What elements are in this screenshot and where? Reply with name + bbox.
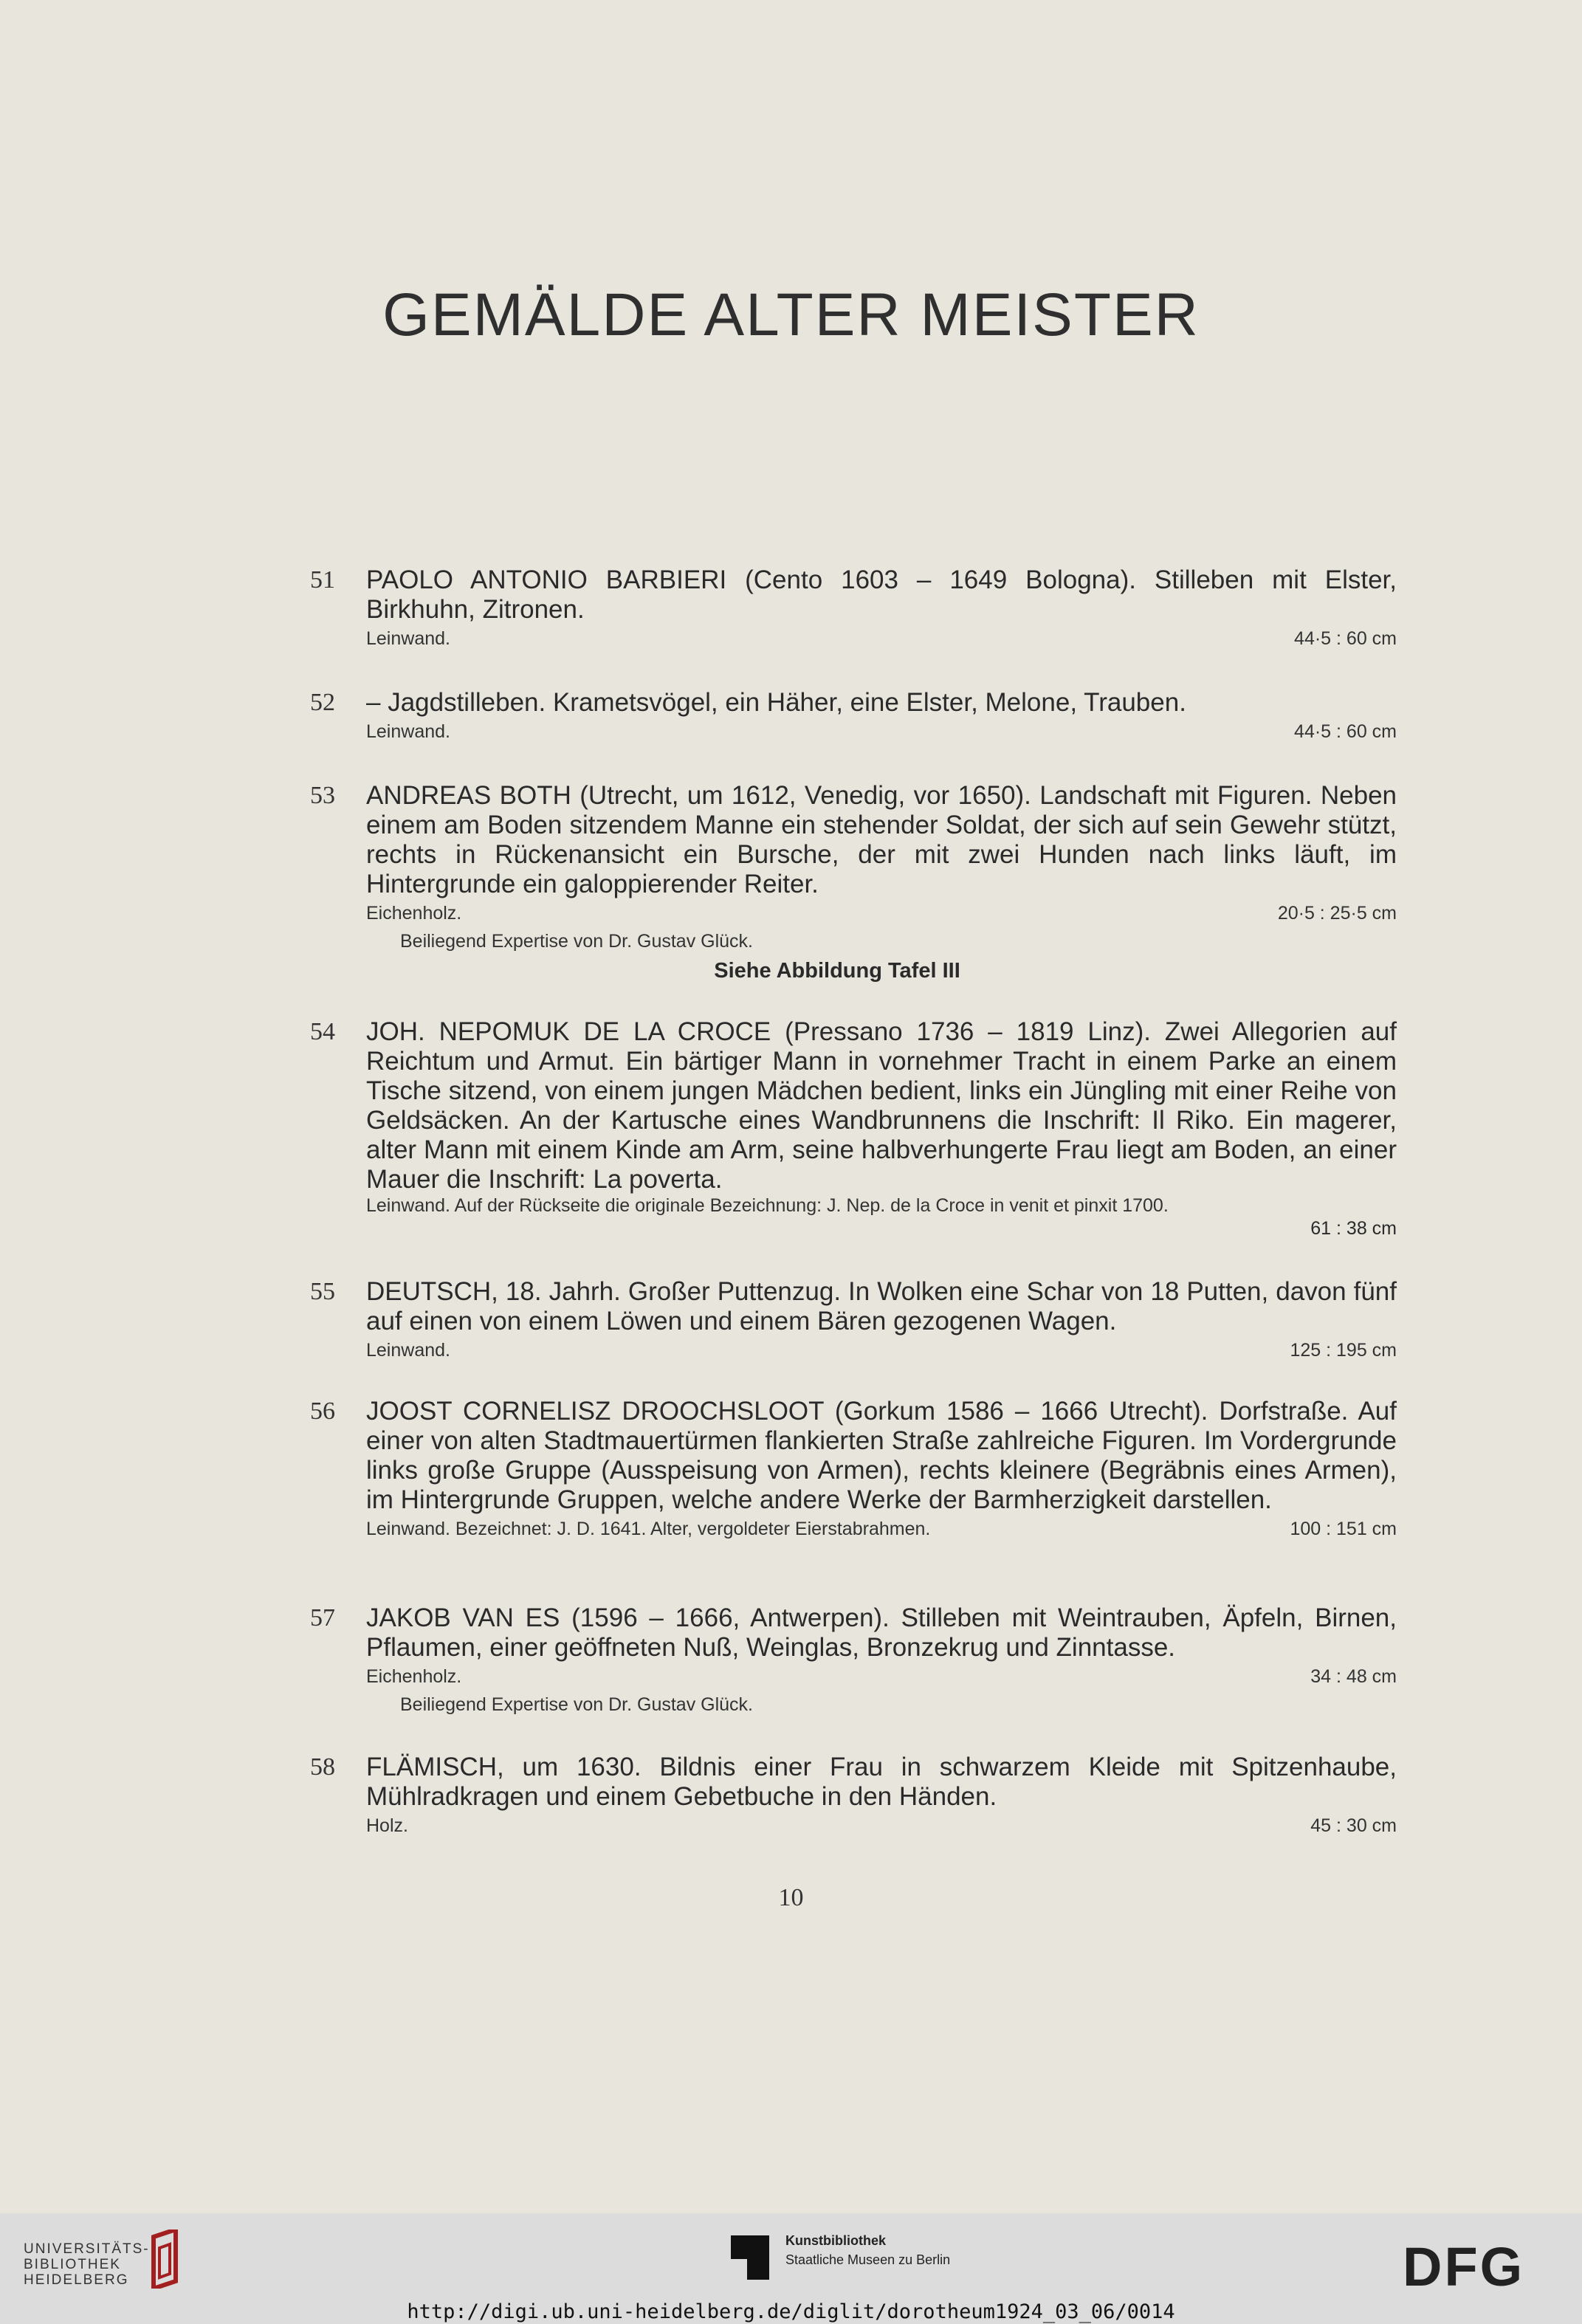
entry-material: Holz. xyxy=(366,1815,408,1836)
entry-dimensions: 34 : 48 cm xyxy=(1310,1666,1397,1687)
kunstbibliothek-text[interactable]: Kunstbibliothek Staatliche Museen zu Berlin xyxy=(785,2233,951,2267)
entry-meta xyxy=(366,625,1397,653)
footer-bar xyxy=(0,2213,1582,2324)
entry-text: FLÄMISCH, um 1630. Bildnis einer Frau in schwarzem Kleide mit Spitzenhaube, Mühlradkragen und einem Gebetbuche in den Händen. xyxy=(366,1753,1397,1811)
entry-material: Eichenholz. xyxy=(366,1666,462,1687)
entry-dimensions: 45 : 30 cm xyxy=(1310,1815,1397,1836)
entry-meta xyxy=(366,1663,1397,1691)
source-url-link[interactable]: http://digi.ub.uni-heidelberg.de/diglit/dorotheum1924_03_06/0014 xyxy=(407,2300,1175,2323)
entry-text: JOOST CORNELISZ DROOCHSLOOT (Gorkum 1586 – 1666 Utrecht). Dorfstraße. Auf einer von alten Stadtmauertürmen flankierten Straße zahlreiche Figuren. Im Vordergrunde links große Gruppe (Ausspeisung von Armen), rechts kleinere (Begräbnis eines Armen), im Hintergrunde Gruppen, welche andere Werke der Barmherzigkeit darstellen. xyxy=(366,1397,1397,1514)
entry-material: Leinwand. xyxy=(366,628,450,649)
entry-dimensions: 44·5 : 60 cm xyxy=(1294,721,1397,742)
entry-note: Beiliegend Expertise von Dr. Gustav Glück. xyxy=(400,1694,754,1715)
entry-dimensions: 44·5 : 60 cm xyxy=(1294,628,1397,649)
entry-number: 57 xyxy=(310,1604,335,1632)
entry-meta xyxy=(366,1336,1397,1364)
entry-dimensions: 125 : 195 cm xyxy=(1290,1340,1397,1361)
entry-number: 53 xyxy=(310,782,335,809)
entry-meta xyxy=(366,1812,1397,1840)
entry-meta xyxy=(366,899,1397,927)
entry-number: 52 xyxy=(310,689,335,716)
page-title: GEMÄLDE ALTER MEISTER xyxy=(382,281,1200,348)
university-library-logo-text[interactable]: UNIVERSITÄTS- BIBLIOTHEK HEIDELBERG xyxy=(24,2241,150,2288)
entry-text: DEUTSCH, 18. Jahrh. Großer Puttenzug. In Wolken eine Schar von 18 Putten, davon fünf auf einen von einem Löwen und einem Bären gezogenen Wagen. xyxy=(366,1277,1397,1335)
entry-meta xyxy=(366,1194,1397,1217)
dfg-logo[interactable]: DFG xyxy=(1403,2236,1525,2297)
entry-dimensions: 100 : 151 cm xyxy=(1290,1519,1397,1539)
entry-number: 51 xyxy=(310,566,335,594)
entry-meta xyxy=(366,1515,1397,1543)
entry-text: JAKOB VAN ES (1596 – 1666, Antwerpen). Stilleben mit Weintrauben, Äpfeln, Birnen, Pflaumen, einer geöffneten Nuß, Weinglas, Bronzekrug und Zinntasse. xyxy=(366,1603,1397,1662)
entry-dimensions: 61 : 38 cm xyxy=(1310,1218,1397,1239)
entry-number: 58 xyxy=(310,1753,335,1781)
entry-text: JOH. NEPOMUK DE LA CROCE (Pressano 1736 – 1819 Linz). Zwei Allegorien auf Reichtum und Armut. Ein bärtiger Mann in vornehmer Tracht in einem Parke an einem Tische sitzend, von einem jungen Mädchen bedient, links ein Jüngling mit einer Reihe von Geldsäcken. An der Kartusche eines Wandbrunnens die Inschrift: Il Riko. Ein magerer, alter Mann mit einem Kinde am Arm, seine halbverhungerte Frau liegt am Boden, an einer Mauer die Inschrift: La poverta. xyxy=(366,1017,1397,1194)
entry-number: 55 xyxy=(310,1278,335,1305)
entry-dimensions: 20·5 : 25·5 cm xyxy=(1277,903,1397,924)
entry-note: Beiliegend Expertise von Dr. Gustav Glück. xyxy=(400,931,754,952)
entry-material: Eichenholz. xyxy=(366,903,462,924)
entry-number: 54 xyxy=(310,1018,335,1045)
entry-material: Leinwand. xyxy=(366,721,450,742)
entry-material: Leinwand. Auf der Rückseite die originale Bezeichnung: J. Nep. de la Croce in venit et pinxit 1700. xyxy=(366,1195,1169,1216)
entry-text: ANDREAS BOTH (Utrecht, um 1612, Venedig, vor 1650). Landschaft mit Figuren. Neben einem am Boden sitzendem Manne ein stehender Soldat, der sich auf sein Gewehr stützt, rechts in Rückenansicht ein Bursche, der mit zwei Hunden nach links läuft, im Hintergrunde ein galoppierender Reiter. xyxy=(366,781,1397,898)
entry-text: PAOLO ANTONIO BARBIERI (Cento 1603 – 1649 Bologna). Stilleben mit Elster, Birkhuhn, Zitronen. xyxy=(366,565,1397,624)
entry-material: Leinwand. xyxy=(366,1340,450,1361)
entry-plate-reference: Siehe Abbildung Tafel III xyxy=(714,959,960,983)
page-number: 10 xyxy=(778,1884,804,1911)
entry-meta xyxy=(366,718,1397,746)
kunstbibliothek-logo-icon xyxy=(722,2230,781,2289)
entry-material: Leinwand. Bezeichnet: J. D. 1641. Alter, vergoldeter Eierstabrahmen. xyxy=(366,1519,931,1539)
heidelberg-logo-icon xyxy=(139,2230,190,2289)
entry-text: – Jagdstilleben. Krametsvögel, ein Häher, eine Elster, Melone, Trauben. xyxy=(366,688,1186,717)
entry-number: 56 xyxy=(310,1398,335,1425)
